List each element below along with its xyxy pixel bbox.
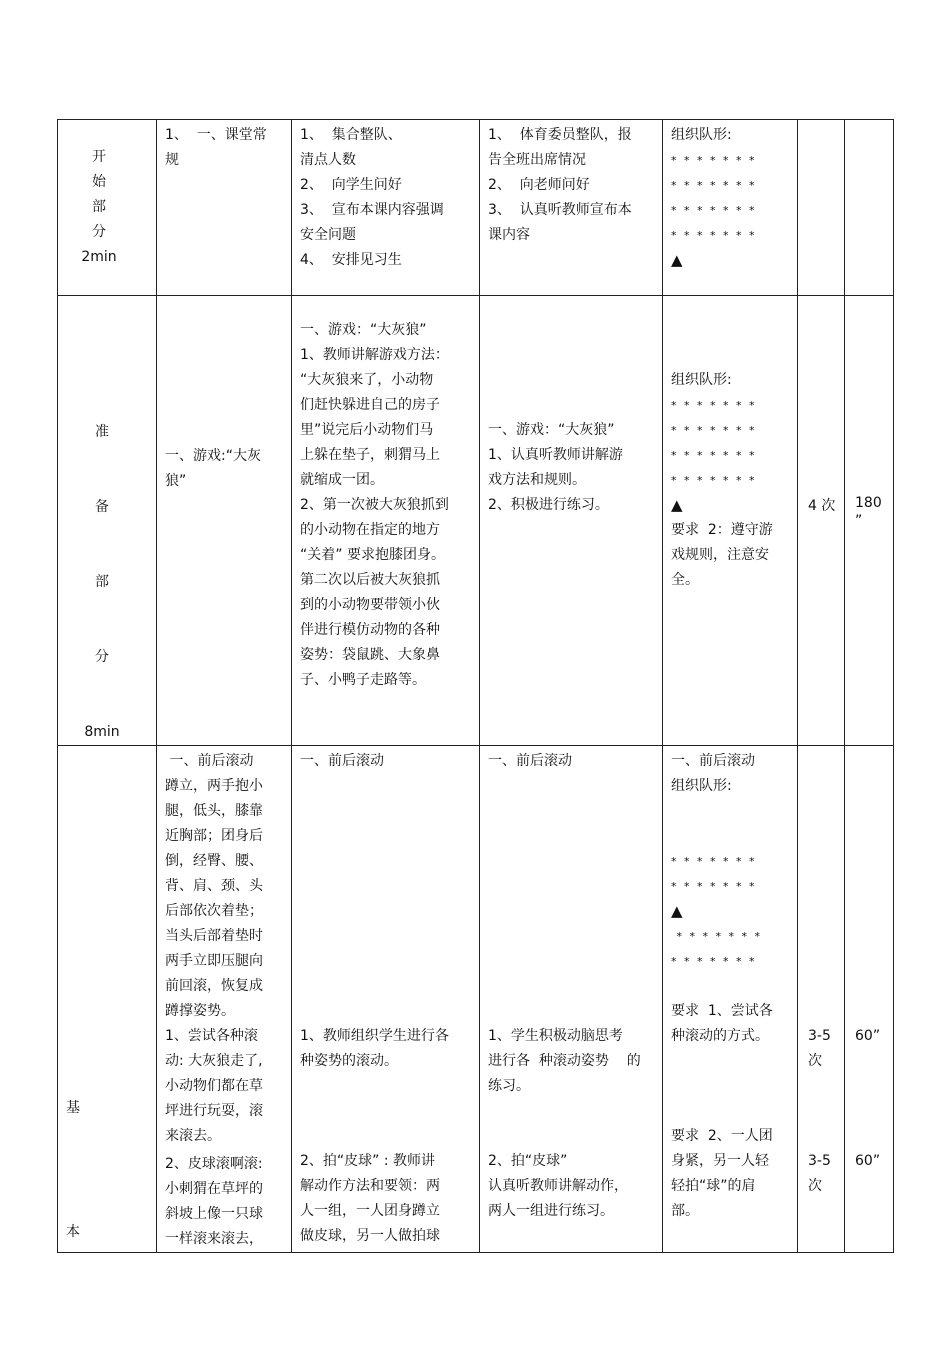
times-value: 4 次 xyxy=(808,498,836,514)
text-line: * * * * * * * xyxy=(671,855,757,868)
text-line: 2、皮球滚啊滚: xyxy=(165,1156,263,1172)
text-line: 组织队形: xyxy=(671,778,732,794)
text-line: 一、游戏：“大灰狼” xyxy=(488,422,615,438)
content-try-rolling xyxy=(165,1024,284,1149)
text-line: 2、 向老师问好 xyxy=(488,177,590,193)
times-value xyxy=(798,746,844,1199)
text-line: 1、教师组织学生进行各 xyxy=(300,1028,449,1044)
text-line: 4、 安排见习生 xyxy=(300,252,402,268)
text-line: 近胸部；团身后 xyxy=(165,828,263,844)
times-cell xyxy=(798,296,845,746)
table-row-basic xyxy=(58,746,894,1253)
student-activity xyxy=(480,746,662,1224)
text-line: 180 xyxy=(855,495,882,511)
stage-cell xyxy=(58,746,157,1253)
student-cell xyxy=(480,296,663,746)
org-requirement-1 xyxy=(671,999,790,1124)
text-line: * * * * * * * xyxy=(671,930,762,943)
teacher-try-rolling xyxy=(300,1024,472,1149)
text-line: 1、 一、课堂常 xyxy=(165,127,267,143)
text-line: 1、 集合整队、 xyxy=(300,127,402,143)
text-line: * * * * * * * xyxy=(671,179,757,192)
text-line: 做皮球，另一人做拍球 xyxy=(300,1228,440,1244)
text-line: ” xyxy=(855,513,863,529)
text-line: 解动作方法和要领：两 xyxy=(300,1178,440,1194)
text-line: 伴进行模仿动物的各种 xyxy=(300,622,440,638)
organization-cell xyxy=(663,120,798,296)
text-line: 2、 向学生问好 xyxy=(300,177,402,193)
text-line: 认真听教师讲解动作， xyxy=(488,1178,628,1194)
text-line: 当头后部着垫时 xyxy=(165,928,263,944)
student-activity xyxy=(480,120,662,248)
content-cell xyxy=(157,746,292,1253)
text-line: 2、积极进行练习。 xyxy=(488,497,609,513)
text-line: 2、拍“皮球” xyxy=(488,1153,568,1169)
text-line: * * * * * * * xyxy=(671,474,757,487)
text-line: 狼” xyxy=(165,473,187,489)
text-line: 3-5 xyxy=(808,1153,831,1169)
text-line: 一样滚来滚去， xyxy=(165,1231,263,1247)
table-row-opening xyxy=(58,120,894,296)
student-ball-rolling xyxy=(488,1149,655,1224)
text-line: 两手立即压腿向 xyxy=(165,953,263,969)
text-line: 小刺猬在草坪的 xyxy=(165,1181,263,1197)
duration-value xyxy=(845,120,893,123)
teacher-cell xyxy=(292,746,480,1253)
text-line: 第二次以后被大灰狼抓 xyxy=(300,572,440,588)
stage-char: 本 xyxy=(66,1224,80,1240)
text-line: 倒，经臀、腰、 xyxy=(165,853,263,869)
text-line: 清点人数 xyxy=(300,152,356,168)
text-line: * * * * * * * xyxy=(671,399,757,412)
text-line: 课内容 xyxy=(488,227,530,243)
text-line: 一、前后滚动 xyxy=(165,753,254,769)
duration-ball-rolling: 60” xyxy=(855,1153,881,1169)
text-line: 进行各 种滚动姿势 的 xyxy=(488,1053,641,1069)
text-line: 动: 大灰狼走了, xyxy=(165,1053,263,1069)
text-line: 要求 2、一人团 xyxy=(671,1128,773,1144)
organization-cell xyxy=(663,746,798,1253)
table-row-preparation xyxy=(58,296,894,746)
text-line: 备 xyxy=(95,499,109,515)
org-rolling xyxy=(671,749,790,824)
stage-cell xyxy=(58,120,157,296)
text-line: 开 xyxy=(92,149,106,165)
content-cell xyxy=(157,296,292,746)
text-line: 腿，低头，膝靠 xyxy=(165,803,263,819)
times-cell xyxy=(798,746,845,1253)
text-line: 就缩成一团。 xyxy=(300,472,384,488)
text-line: 种滚动的方式。 xyxy=(671,1028,769,1044)
text-line: 到的小动物要带领小伙 xyxy=(300,597,440,613)
text-line: 2min xyxy=(81,249,117,265)
text-line: 部 xyxy=(95,574,109,590)
teacher-activity xyxy=(292,296,479,693)
text-line: 种姿势的滚动。 xyxy=(300,1053,398,1069)
text-line: 组织队形: xyxy=(671,127,732,143)
text-line: 1、 体育委员整队，报 xyxy=(488,127,632,143)
duration-cell xyxy=(845,120,894,296)
text-line: ▲ xyxy=(671,496,683,514)
text-line: * * * * * * * xyxy=(671,955,757,968)
text-line: ▲ xyxy=(671,251,683,269)
text-line: 告全班出席情况 xyxy=(488,152,586,168)
text-line: “大灰狼来了，小动物 xyxy=(300,372,434,388)
text-line: ▲ xyxy=(671,902,683,920)
text-line: 练习。 xyxy=(488,1078,530,1094)
text-line: 身紧，另一人轻 xyxy=(671,1153,769,1169)
text-line: 组织队形: xyxy=(671,372,732,388)
times-value xyxy=(798,120,844,123)
text-line: 1、认真听教师讲解游 xyxy=(488,447,623,463)
times-ball-rolling xyxy=(808,1149,837,1199)
text-line: 1、学生积极动脑思考 xyxy=(488,1028,623,1044)
content-cell xyxy=(157,120,292,296)
organization-cell xyxy=(663,296,798,746)
text-line: 一、前后滚动 xyxy=(671,753,755,769)
text-line: 两人一组进行练习。 xyxy=(488,1203,614,1219)
text-line: * * * * * * * xyxy=(671,229,757,242)
text-line: 前回滚，恢复成 xyxy=(165,978,263,994)
text-line: 一、游戏:“大灰 xyxy=(165,448,261,464)
text-line: 坪进行玩耍，滚 xyxy=(165,1103,263,1119)
text-line: 蹲撑姿势。 xyxy=(165,1003,235,1019)
text-line: 3-5 xyxy=(808,1028,831,1044)
text-line: 来滚去。 xyxy=(165,1128,221,1144)
text-line: 人一组，一人团身蹲立 xyxy=(300,1203,440,1219)
text-line: 后部依次着垫； xyxy=(165,903,263,919)
org-requirement-2 xyxy=(671,1124,790,1224)
text-line: 戏规则，注意安 xyxy=(671,547,769,563)
text-line: 一、游戏：“大灰狼” xyxy=(300,322,427,338)
org-formation xyxy=(671,824,790,999)
text-line: 要求 1、尝试各 xyxy=(671,1003,773,1019)
text-line: “关着” 要求抱膝团身。 xyxy=(300,547,445,563)
teacher-cell xyxy=(292,296,480,746)
organization-formation xyxy=(663,120,797,273)
text-line: 部。 xyxy=(671,1203,699,1219)
text-line: 轻拍“球”的肩 xyxy=(671,1178,756,1194)
stage-label xyxy=(58,120,156,270)
text-line: 次 xyxy=(808,1178,822,1194)
teacher-rolling xyxy=(300,749,472,1024)
text-line: * * * * * * * xyxy=(671,204,757,217)
text-line: 安全问题 xyxy=(300,227,356,243)
text-line: 姿势：袋鼠跳、大象鼻 xyxy=(300,647,440,663)
text-line: 小动物们都在草 xyxy=(165,1078,263,1094)
duration-value xyxy=(845,746,893,1174)
text-line: 全。 xyxy=(671,572,699,588)
text-line: 蹲立，两手抱小 xyxy=(165,778,263,794)
text-line: 的小动物在指定的地方 xyxy=(300,522,440,538)
teacher-ball-rolling xyxy=(300,1149,472,1249)
duration-cell xyxy=(845,296,894,746)
text-line: 上躲在垫子，刺猬马上 xyxy=(300,447,440,463)
times-cell xyxy=(798,120,845,296)
text-line: 分 xyxy=(92,224,106,240)
text-line: * * * * * * * xyxy=(671,880,757,893)
teacher-activity xyxy=(292,120,479,273)
organization-formation xyxy=(663,296,797,593)
text-line: 规 xyxy=(165,152,179,168)
text-line: 次 xyxy=(808,1053,822,1069)
stage-cell xyxy=(58,296,157,746)
content-ball-rolling xyxy=(165,1149,284,1252)
duration-try-rolling: 60” xyxy=(855,1028,881,1044)
stage-label xyxy=(58,746,156,1244)
content-text xyxy=(157,120,291,173)
student-rolling xyxy=(488,749,655,1024)
student-cell xyxy=(480,746,663,1253)
content-text xyxy=(157,746,291,1252)
text-line: 戏方法和规则。 xyxy=(488,472,586,488)
stage-char: 基 xyxy=(66,1100,80,1116)
text-line: * * * * * * * xyxy=(671,154,757,167)
student-activity xyxy=(480,296,662,518)
text-line: * * * * * * * xyxy=(671,449,757,462)
text-line: 3、 认真听教师宣布本 xyxy=(488,202,632,218)
text-line: 要求 2：遵守游 xyxy=(671,522,773,538)
text-line: 2、第一次被大灰狼抓到 xyxy=(300,497,449,513)
times-try-rolling xyxy=(808,1024,837,1149)
text-line: 一、前后滚动 xyxy=(300,753,384,769)
lesson-plan-table xyxy=(57,119,894,1253)
text-line: 部 xyxy=(92,199,106,215)
text-line: 子、小鸭子走路等。 xyxy=(300,672,426,688)
text-line: 们赶快躲进自己的房子 xyxy=(300,397,440,413)
content-rolling xyxy=(165,749,284,1024)
student-try-rolling xyxy=(488,1024,655,1149)
text-line: * * * * * * * xyxy=(671,424,757,437)
stage-label xyxy=(58,296,156,745)
text-line: 里”说完后小动物们马 xyxy=(300,422,434,438)
content-text xyxy=(157,296,291,494)
text-line: 分 xyxy=(95,649,109,665)
text-line: 1、教师讲解游戏方法： xyxy=(300,347,449,363)
duration-value xyxy=(845,296,893,530)
text-line: 斜坡上像一只球 xyxy=(165,1206,263,1222)
text-line: 1、尝试各种滚 xyxy=(165,1028,258,1044)
student-cell xyxy=(480,120,663,296)
text-line: 3、 宣布本课内容强调 xyxy=(300,202,444,218)
text-line: 2、拍“皮球” : 教师讲 xyxy=(300,1153,436,1169)
text-line: 始 xyxy=(92,174,106,190)
text-line: 背、肩、颈、头 xyxy=(165,878,263,894)
text-line: 8min xyxy=(84,724,120,740)
text-line: 准 xyxy=(95,424,109,440)
duration-cell xyxy=(845,746,894,1253)
teacher-cell xyxy=(292,120,480,296)
text-line: 一、前后滚动 xyxy=(488,753,572,769)
teacher-activity xyxy=(292,746,479,1249)
organization-formation xyxy=(663,746,797,1224)
